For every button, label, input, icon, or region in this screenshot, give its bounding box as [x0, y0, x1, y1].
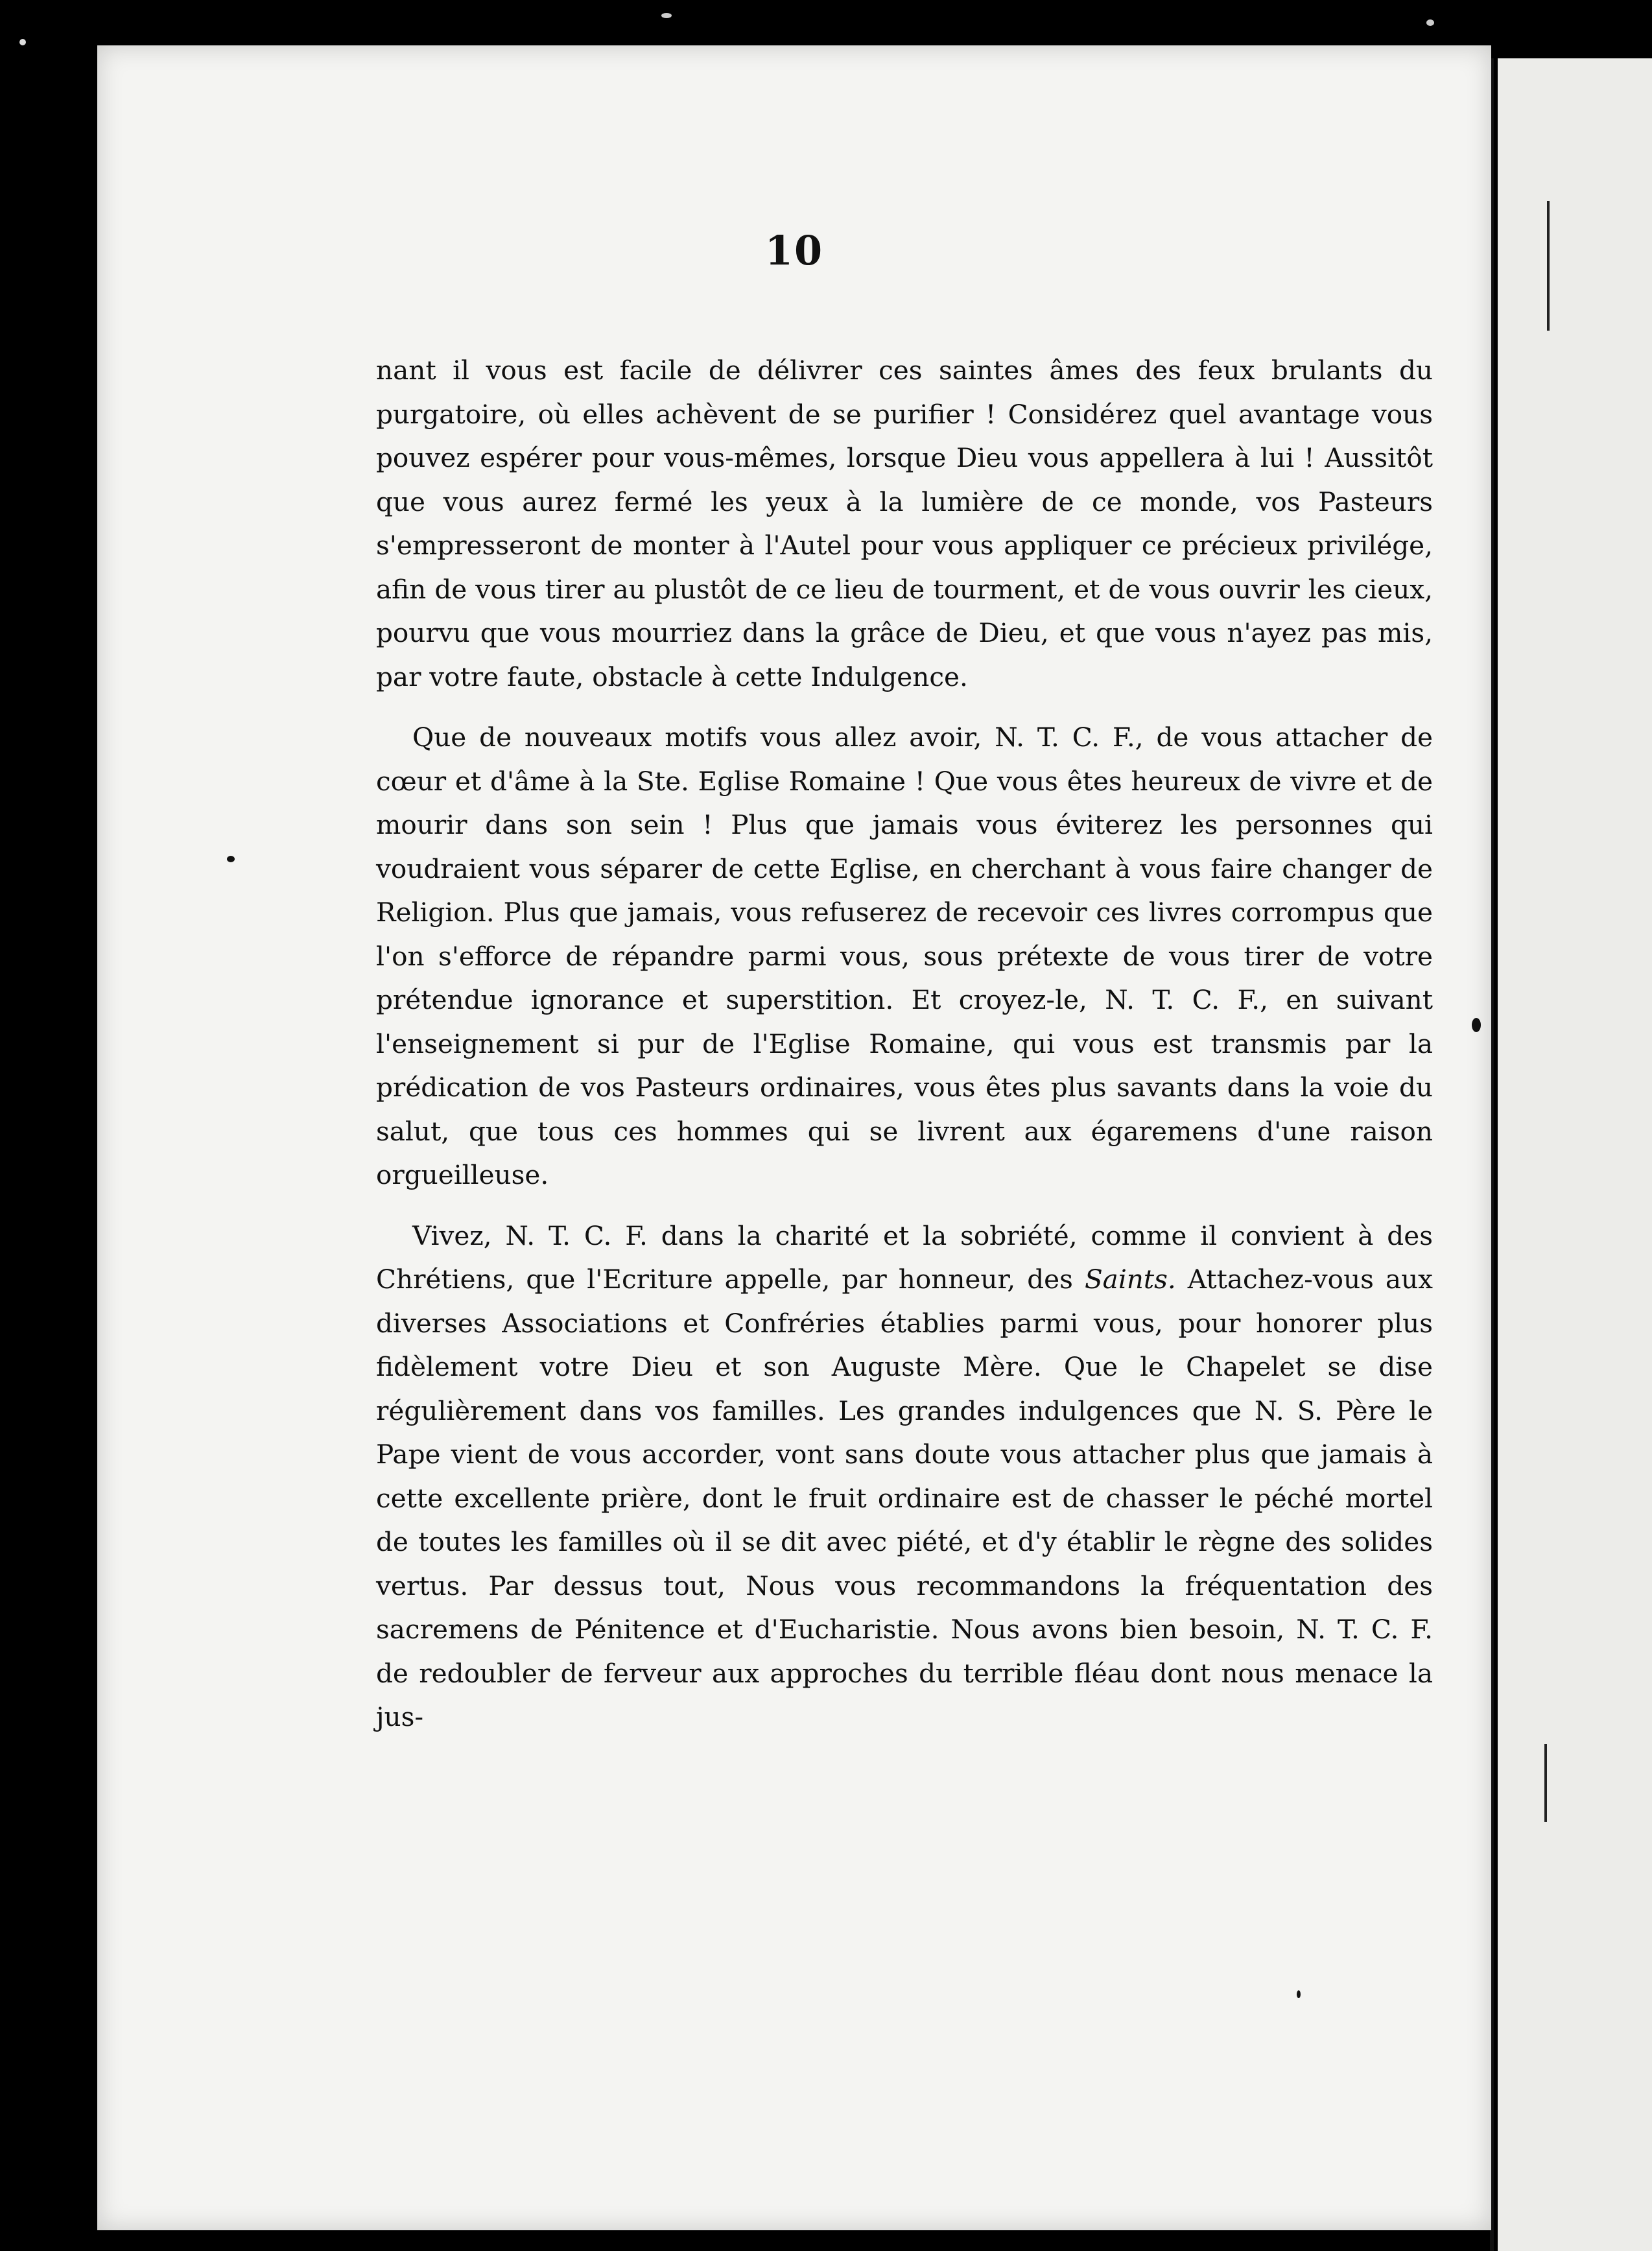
- edge-mark: [1547, 201, 1550, 331]
- scan-speck: [227, 856, 235, 862]
- paragraph-3-text-start: Vivez, N. T. C. F. dans la charité et la sobriété, comme il convient à des Chrétiens, que l'Ecriture appelle, par honneur, des: [376, 1220, 1433, 1295]
- adjacent-page-edge: [1498, 58, 1652, 2251]
- scan-speck: [1472, 1018, 1481, 1032]
- scan-speck: [661, 13, 672, 18]
- edge-mark: [1544, 1744, 1547, 1822]
- paragraph-3: [376, 1214, 1433, 1739]
- document-page: [97, 45, 1491, 2230]
- paragraph-2-text: Que de nouveaux motifs vous allez avoir, N. T. C. F., de vous attacher de cœur et d'âme à la Ste. Eglise Romaine ! Que vous êtes heureux de vivre et de mourir dans son sein ! Plus que jamais vous éviterez les personnes qui voudraient vous séparer de cette Eglise, en cherchant à vous faire changer de Religion. Plus que jamais, vous refuserez de recevoir ces livres corrompus que l'on s'efforce de répandre parmi vous, sous prétexte de vous tirer de votre prétendue ignorance et superstition. Et croyez-le, N. T. C. F., en suivant l'enseignement si pur de l'Eglise Romaine, qui vous est transmis par la prédication de vos Pasteurs ordinaires, vous êtes plus savants dans la voie du salut, que tous ces hommes qui se livrent aux égaremens d'une raison orgueilleuse.: [376, 722, 1433, 1190]
- page-number: 10: [764, 227, 824, 274]
- paragraph-2: [376, 716, 1433, 1197]
- scan-speck: [19, 39, 26, 45]
- paragraph-3-text-end: Attachez-vous aux diverses Associations et Confréries établies parmi vous, pour honorer plus fidèlement votre Dieu et son Auguste Mère. Que le Chapelet se dise régulièrement dans vos familles. Les grandes indulgences que N. S. Père le Pape vient de vous accorder, vont sans doute vous attacher plus que jamais à cette excellente prière, dont le fruit ordinaire est de chasser le péché mortel de toutes les familles où il se dit avec piété, et d'y établir le règne des solides vertus. Par dessus tout, Nous vous recommandons la fréquentation des sacremens de Pénitence et d'Eucharistie. Nous avons bien besoin, N. T. C. F. de redoubler de ferveur aux approches du terrible fléau dont nous menace la jus-: [376, 1264, 1433, 1732]
- paragraph-1-text: nant il vous est facile de délivrer ces saintes âmes des feux brulants du purgatoire, où elles achèvent de se purifier ! Considérez quel avantage vous pouvez espérer pour vous-mêmes, lorsque Dieu vous appellera à lui ! Aussitôt que vous aurez fermé les yeux à la lumière de ce monde, vos Pasteurs s'empresseront de monter à l'Autel pour vous appliquer ce précieux privilége, afin de vous tirer au plustôt de ce lieu de tourment, et de vous ouvrir les cieux, pourvu que vous mourriez dans la grâce de Dieu, et que vous n'ayez pas mis, par votre faute, obstacle à cette Indulgence.: [376, 355, 1433, 692]
- scan-speck: [1297, 1990, 1301, 1998]
- body-text: [376, 349, 1433, 1756]
- paragraph-3-italic-word: Saints.: [1084, 1264, 1176, 1295]
- paragraph-1: [376, 349, 1433, 699]
- scan-speck: [1426, 19, 1434, 26]
